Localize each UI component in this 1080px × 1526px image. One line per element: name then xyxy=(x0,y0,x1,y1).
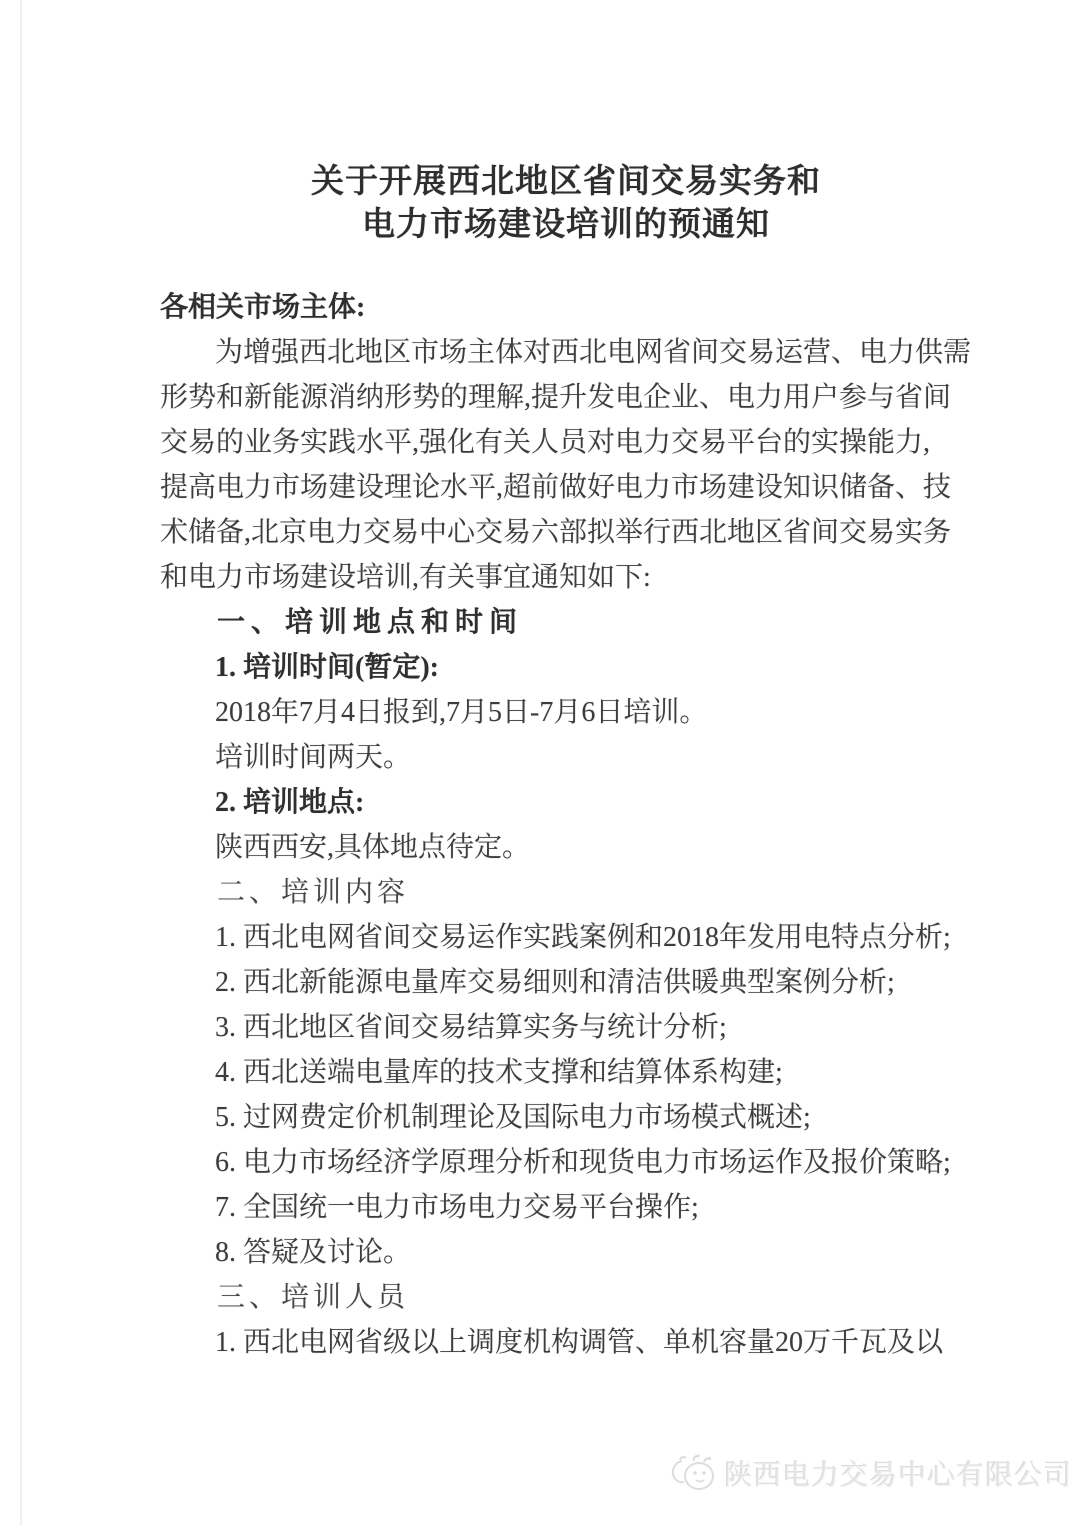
doc-line: 交易的业务实践水平,强化有关人员对电力交易平台的实操能力, xyxy=(160,427,931,458)
doc-line: 4. 西北送端电量库的技术支撑和结算体系构建; xyxy=(215,1057,783,1088)
title-line-2: 电力市场建设培训的预通知 xyxy=(362,207,770,243)
doc-line: 二、培训内容 xyxy=(217,877,410,908)
doc-line: 2018年7月4日报到,7月5日-7月6日培训。 xyxy=(215,697,708,728)
doc-line: 为增强西北地区市场主体对西北电网省间交易运营、电力供需 xyxy=(215,337,972,368)
doc-line: 1. 西北电网省级以上调度机构调管、单机容量20万千瓦及以 xyxy=(215,1327,944,1358)
doc-line: 和电力市场建设培训,有关事宜通知如下: xyxy=(160,562,651,593)
doc-line: 陕西西安,具体地点待定。 xyxy=(215,832,531,863)
doc-line: 5. 过网费定价机制理论及国际电力市场模式概述; xyxy=(215,1102,811,1133)
document-title xyxy=(166,161,966,247)
doc-line: 三、培训人员 xyxy=(217,1282,410,1313)
doc-line: 2. 西北新能源电量库交易细则和清洁供暖典型案例分析; xyxy=(215,967,895,998)
company-name: 陕西电力交易中心有限公司 xyxy=(724,1460,1073,1491)
doc-line: 2. 培训地点: xyxy=(215,787,365,818)
document-body xyxy=(160,285,1000,1365)
doc-line: 各相关市场主体: xyxy=(160,292,366,323)
scan-artifact-line xyxy=(20,0,22,1526)
doc-line: 培训时间两天。 xyxy=(215,742,412,773)
footer-watermark xyxy=(668,1444,1072,1502)
doc-line: 3. 西北地区省间交易结算实务与统计分析; xyxy=(215,1012,727,1043)
doc-line: 7. 全国统一电力市场电力交易平台操作; xyxy=(215,1192,699,1223)
doc-line: 形势和新能源消纳形势的理解,提升发电企业、电力用户参与省间 xyxy=(160,382,952,413)
doc-line: 6. 电力市场经济学原理分析和现货电力市场运作及报价策略; xyxy=(215,1147,951,1178)
doc-line: 术储备,北京电力交易中心交易六部拟举行西北地区省间交易实务 xyxy=(160,517,952,548)
title-line-1: 关于开展西北地区省间交易实务和 xyxy=(311,164,821,200)
doc-line: 提高电力市场建设理论水平,超前做好电力市场建设知识储备、技 xyxy=(160,472,952,503)
doc-line: 8. 答疑及讨论。 xyxy=(215,1237,412,1268)
bee-mascot-icon xyxy=(668,1451,718,1495)
doc-line: 1. 培训时间(暂定): xyxy=(215,652,439,683)
doc-line: 1. 西北电网省间交易运作实践案例和2018年发用电特点分析; xyxy=(215,922,951,953)
doc-line: 一、培训地点和时间 xyxy=(217,607,524,638)
